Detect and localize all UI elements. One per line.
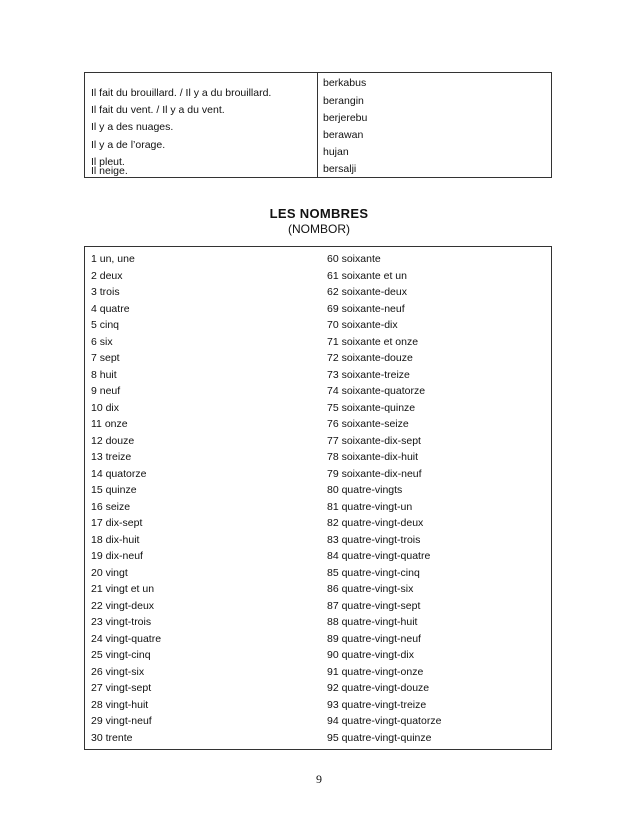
- number-word-left: 18 dix-huit: [91, 533, 140, 546]
- number-word-left: 12 douze: [91, 434, 135, 447]
- number-word-right: 80 quatre-vingts: [327, 484, 403, 496]
- number-word-left: 5 cinq: [91, 319, 120, 331]
- number-word-left: 7 sept: [91, 352, 120, 364]
- number-word-left: 30 trente: [91, 731, 133, 744]
- table-row: [85, 680, 551, 697]
- weather-malay-6: bersalji: [323, 163, 357, 175]
- table-row: [85, 416, 551, 433]
- table-row: [85, 367, 551, 384]
- table-row: [85, 730, 551, 747]
- number-word-left: 21 vingt et un: [91, 583, 155, 595]
- weather-malay-2: berangin: [323, 95, 364, 107]
- weather-french-1: Il fait du brouillard. / Il y a du brouillard.: [91, 87, 272, 99]
- number-word-right: 62 soixante-deux: [327, 286, 407, 298]
- number-word-right: 87 quatre-vingt-sept: [327, 599, 421, 612]
- table-row: [85, 466, 551, 483]
- weather-french-6: Il neige.: [91, 165, 128, 177]
- number-word-right: 94 quatre-vingt-quatorze: [327, 715, 442, 727]
- table-row: [85, 515, 551, 532]
- table-row: [85, 499, 551, 516]
- number-word-right: 81 quatre-vingt-un: [327, 500, 413, 513]
- number-word-right: 73 soixante-treize: [327, 368, 410, 381]
- number-word-right: 84 quatre-vingt-quatre: [327, 550, 431, 562]
- number-word-right: 79 soixante-dix-neuf: [327, 467, 422, 480]
- number-word-right: 90 quatre-vingt-dix: [327, 649, 414, 661]
- number-word-left: 24 vingt-quatre: [91, 632, 162, 645]
- number-word-right: 82 quatre-vingt-deux: [327, 517, 424, 529]
- table-row: [85, 251, 551, 268]
- number-word-right: 85 quatre-vingt-cinq: [327, 566, 420, 579]
- number-word-left: 2 deux: [91, 269, 123, 282]
- number-word-right: 76 soixante-seize: [327, 418, 409, 430]
- number-word-left: 13 treize: [91, 451, 132, 463]
- number-word-right: 95 quatre-vingt-quinze: [327, 731, 432, 744]
- weather-french-5: Il pleut.: [91, 156, 125, 168]
- table-row: [85, 581, 551, 598]
- table-row: [85, 598, 551, 615]
- table-row: [85, 284, 551, 301]
- weather-malay-3: berjerebu: [323, 112, 368, 124]
- number-word-left: 4 quatre: [91, 302, 130, 315]
- number-word-left: 22 vingt-deux: [91, 599, 155, 612]
- table-row: [85, 334, 551, 351]
- number-word-right: 75 soixante-quinze: [327, 401, 416, 414]
- number-word-left: 27 vingt-sept: [91, 682, 152, 694]
- table-row: [85, 713, 551, 730]
- number-word-right: 93 quatre-vingt-treize: [327, 698, 427, 711]
- table-row: [85, 317, 551, 334]
- number-word-right: 78 soixante-dix-huit: [327, 451, 419, 463]
- number-word-right: 71 soixante et onze: [327, 335, 419, 348]
- table-row: [85, 532, 551, 549]
- number-word-left: 23 vingt-trois: [91, 616, 152, 628]
- column-divider: [317, 73, 318, 177]
- weather-french-4: Il y a de l’orage.: [91, 139, 166, 151]
- number-word-left: 29 vingt-neuf: [91, 715, 152, 727]
- table-row: [85, 664, 551, 681]
- table-row: [85, 383, 551, 400]
- number-word-left: 26 vingt-six: [91, 665, 145, 678]
- weather-french-3: Il y a des nuages.: [91, 121, 174, 133]
- table-row: [85, 433, 551, 450]
- number-word-left: 15 quinze: [91, 484, 137, 496]
- numbers-table: [84, 246, 552, 750]
- weather-french-2: Il fait du vent. / Il y a du vent.: [91, 104, 225, 116]
- table-row: [85, 697, 551, 714]
- number-word-right: 92 quatre-vingt-douze: [327, 682, 430, 694]
- number-word-left: 14 quatorze: [91, 467, 147, 480]
- number-word-left: 10 dix: [91, 401, 120, 414]
- page-number: 9: [316, 772, 322, 786]
- table-row: [85, 350, 551, 367]
- number-word-left: 1 un, une: [91, 253, 135, 265]
- number-word-right: 72 soixante-douze: [327, 352, 413, 364]
- number-word-right: 86 quatre-vingt-six: [327, 583, 414, 595]
- number-word-left: 11 onze: [91, 418, 128, 430]
- number-word-right: 83 quatre-vingt-trois: [327, 533, 421, 546]
- table-row: [85, 301, 551, 318]
- weather-malay-4: berawan: [323, 129, 364, 141]
- number-word-right: 69 soixante-neuf: [327, 302, 405, 315]
- number-word-left: 28 vingt-huit: [91, 698, 149, 711]
- number-word-left: 25 vingt-cinq: [91, 649, 151, 661]
- number-word-left: 20 vingt: [91, 566, 128, 579]
- number-word-left: 19 dix-neuf: [91, 550, 143, 562]
- number-word-left: 17 dix-sept: [91, 517, 143, 529]
- table-row: [85, 647, 551, 664]
- table-row: [85, 614, 551, 631]
- number-word-left: 9 neuf: [91, 385, 121, 397]
- section-title: LES NOMBRES: [269, 206, 369, 221]
- table-row: [85, 400, 551, 417]
- number-word-left: 6 six: [91, 335, 113, 348]
- number-word-right: 88 quatre-vingt-huit: [327, 616, 418, 628]
- number-word-right: 74 soixante-quatorze: [327, 385, 426, 397]
- number-word-right: 61 soixante et un: [327, 269, 407, 282]
- table-row: [85, 482, 551, 499]
- number-word-left: 8 huit: [91, 368, 117, 381]
- number-word-right: 70 soixante-dix: [327, 319, 398, 331]
- number-word-left: 3 trois: [91, 286, 120, 298]
- table-row: [85, 631, 551, 648]
- table-row: [85, 565, 551, 582]
- weather-vocabulary-table: [84, 72, 552, 178]
- section-subtitle: (NOMBOR): [288, 222, 350, 236]
- number-word-right: 91 quatre-vingt-onze: [327, 665, 424, 678]
- table-row: [85, 449, 551, 466]
- number-word-left: 16 seize: [91, 500, 131, 513]
- weather-malay-1: berkabus: [323, 77, 367, 89]
- number-word-right: 89 quatre-vingt-neuf: [327, 632, 421, 645]
- number-word-right: 60 soixante: [327, 253, 381, 265]
- number-word-right: 77 soixante-dix-sept: [327, 434, 421, 447]
- weather-malay-5: hujan: [323, 146, 349, 158]
- table-row: [85, 268, 551, 285]
- table-row: [85, 548, 551, 565]
